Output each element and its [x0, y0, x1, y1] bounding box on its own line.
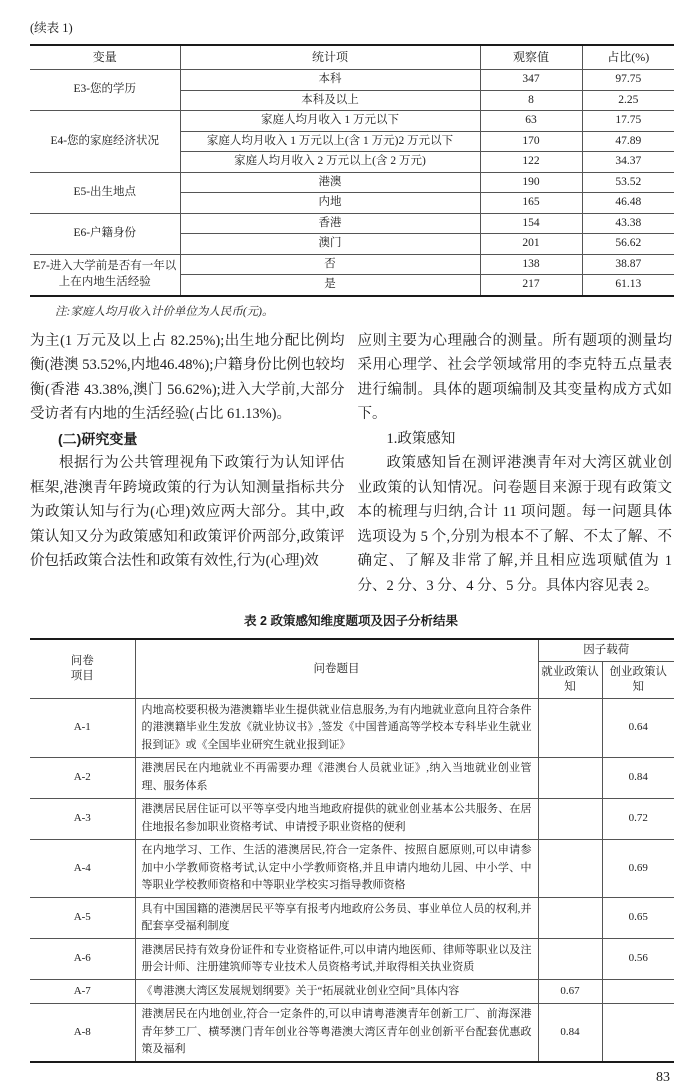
table2-question-cell: 港澳居民持有效身份证件和专业资格证件,可以申请内地医师、律师等职业以及注册会计师、注册建筑师等专业技术人员资格考试,并取得相关执业资质: [135, 939, 538, 980]
table1-percent-cell: 56.62: [582, 234, 674, 255]
table1-variable-cell: E3-您的学历: [30, 70, 180, 111]
table2-entrepreneurship-loading-cell: 0.56: [602, 939, 674, 980]
body-text: [30, 329, 672, 599]
table2-row: [30, 839, 674, 898]
table2-question-cell: 港澳居民居住证可以平等享受内地当地政府提供的就业创业基本公共服务、在居住地报名参加职业资格考试、申请授予职业资格的便利: [135, 798, 538, 839]
table2-employment-loading-cell: [538, 939, 602, 980]
table1-stat-item-cell: 内地: [180, 193, 480, 214]
table2-entrepreneurship-loading-cell: 0.69: [602, 839, 674, 898]
table1-header-percent: 占比(%): [582, 45, 674, 70]
table1-observed-cell: 217: [480, 275, 582, 296]
table2-item-id-cell: A-7: [30, 980, 135, 1004]
table1-observed-cell: 138: [480, 254, 582, 275]
table2-question-cell: 《粤港澳大湾区发展规划纲要》关于“拓展就业创业空间”具体内容: [135, 980, 538, 1004]
table1-percent-cell: 61.13: [582, 275, 674, 296]
table1-percent-cell: 97.75: [582, 70, 674, 91]
table1-percent-cell: 47.89: [582, 131, 674, 152]
table2-question-cell: 具有中国国籍的港澳居民平等享有报考内地政府公务员、事业单位人员的权利,并配套享受福利制度: [135, 898, 538, 939]
table2-row: [30, 898, 674, 939]
paragraph: 为主(1 万元及以上占 82.25%);出生地分配比例均衡(港澳 53.52%,内地46.48%);户籍身份比例也较均衡(香港 43.38%,澳门 56.62%);进入大学前,大部分受访者有内地的生活经验(占比 61.13%)。: [30, 332, 345, 422]
page-number: 83: [656, 1070, 670, 1085]
table2-row: [30, 980, 674, 1004]
table2-header-employment-policy: 就业政策认知: [538, 662, 602, 699]
table2-row: [30, 798, 674, 839]
table1-observed-cell: 8: [480, 90, 582, 111]
table2-row: [30, 939, 674, 980]
table2-row: [30, 699, 674, 758]
table1-percent-cell: 2.25: [582, 90, 674, 111]
table2-question-cell: 在内地学习、工作、生活的港澳居民,符合一定条件、按照自愿原则,可以申请参加中小学教师资格考试,认定中小学教师资格,并且申请内地幼儿园、中小学、中等职业学校教师资格和中等职业学校实习指导教师资格: [135, 839, 538, 898]
table2-item-id-cell: A-4: [30, 839, 135, 898]
table1-stat-item-cell: 港澳: [180, 172, 480, 193]
body-column-right: [358, 329, 673, 599]
table2-item-id-cell: A-8: [30, 1003, 135, 1062]
table2-item-id-cell: A-5: [30, 898, 135, 939]
table2-employment-loading-cell: [538, 839, 602, 898]
table1-row: [30, 70, 674, 91]
table1-percent-cell: 34.37: [582, 152, 674, 173]
table1-observed-cell: 154: [480, 213, 582, 234]
table2-header-question: 问卷题目: [135, 639, 538, 699]
table2: [30, 638, 674, 1063]
section-heading: (二)研究变量: [58, 430, 138, 447]
paragraph: 政策感知旨在测评港澳青年对大湾区就业创业政策的认知情况。问卷题目来源于现有政策文本的梳理与归纳,合计 11 项问题。每一问题具体选项设为 5 个,分别为根本不了解、不太了解、不确定、了解及非常了解,并且相应选项赋值为 1 分、2 分、3 分、4 分、5 分。具体内容见表 2。: [357, 455, 672, 594]
table2-body: [30, 699, 674, 1063]
table2-item-id-cell: A-1: [30, 699, 135, 758]
table1-observed-cell: 190: [480, 172, 582, 193]
table1-percent-cell: 43.38: [582, 213, 674, 234]
table1-variable-cell: E6-户籍身份: [30, 213, 180, 254]
table1-header-stat-item: 统计项: [180, 45, 480, 70]
table1-percent-cell: 17.75: [582, 111, 674, 132]
table1-stat-item-cell: 家庭人均月收入 1 万元以下: [180, 111, 480, 132]
body-column-left: [30, 329, 345, 599]
table1-header-variable: 变量: [30, 45, 180, 70]
table2-item-id-cell: A-3: [30, 798, 135, 839]
table1-observed-cell: 170: [480, 131, 582, 152]
table1-row: [30, 111, 674, 132]
table1-header-observed: 观察值: [480, 45, 582, 70]
table2-employment-loading-cell: [538, 699, 602, 758]
table1-row: [30, 172, 674, 193]
table1: [30, 44, 674, 297]
table1-stat-item-cell: 是: [180, 275, 480, 296]
paragraph: 应则主要为心理融合的测量。所有题项的测量均采用心理学、社会学领域常用的李克特五点量表进行编制。具体的题项编制及其变量构成方式如下。: [357, 332, 672, 422]
table2-employment-loading-cell: [538, 898, 602, 939]
table2-entrepreneurship-loading-cell: 0.72: [602, 798, 674, 839]
table1-variable-cell: E4-您的家庭经济状况: [30, 111, 180, 173]
table1-stat-item-cell: 家庭人均月收入 1 万元以上(含 1 万元)2 万元以下: [180, 131, 480, 152]
table1-stat-item-cell: 本科及以上: [180, 90, 480, 111]
table2-entrepreneurship-loading-cell: [602, 980, 674, 1004]
table2-header-factor-loading: 因子载荷: [538, 639, 674, 662]
table2-header-item: [30, 639, 135, 699]
table2-row: [30, 1003, 674, 1062]
table2-question-cell: 港澳居民在内地就业不再需要办理《港澳台人员就业证》,纳入当地就业创业管理、服务体系: [135, 757, 538, 798]
table1-row: [30, 213, 674, 234]
table1-stat-item-cell: 澳门: [180, 234, 480, 255]
table1-percent-cell: 53.52: [582, 172, 674, 193]
table2-employment-loading-cell: 0.67: [538, 980, 602, 1004]
table1-percent-cell: 38.87: [582, 254, 674, 275]
table1-stat-item-cell: 否: [180, 254, 480, 275]
table2-entrepreneurship-loading-cell: 0.84: [602, 757, 674, 798]
table1-variable-cell: E7-进入大学前是否有一年以上在内地生活经验: [30, 254, 180, 296]
table2-entrepreneurship-loading-cell: [602, 1003, 674, 1062]
table1-observed-cell: 201: [480, 234, 582, 255]
table2-question-cell: 内地高校要积极为港澳籍毕业生提供就业信息服务,为有内地就业意向且符合条件的港澳籍毕业生发放《就业协议书》,签发《中国普通高等学校本专科毕业生就业报到证》或《全国毕业研究生就业报到证》: [135, 699, 538, 758]
table1-row: [30, 254, 674, 275]
table1-percent-cell: 46.48: [582, 193, 674, 214]
table1-note: 注:家庭人均月收入计价单位为人民币(元)。: [55, 305, 274, 318]
table1-stat-item-cell: 香港: [180, 213, 480, 234]
table2-header-entrepreneurship-policy: 创业政策认知: [602, 662, 674, 699]
table2-employment-loading-cell: [538, 757, 602, 798]
table1-stat-item-cell: 家庭人均月收入 2 万元以上(含 2 万元): [180, 152, 480, 173]
table1-variable-cell: E5-出生地点: [30, 172, 180, 213]
table2-row: [30, 757, 674, 798]
table2-header: [30, 639, 674, 699]
table1-observed-cell: 122: [480, 152, 582, 173]
table2-title: 表 2 政策感知维度题项及因子分析结果: [244, 614, 458, 628]
table2-employment-loading-cell: 0.84: [538, 1003, 602, 1062]
table1-stat-item-cell: 本科: [180, 70, 480, 91]
table2-item-id-cell: A-2: [30, 757, 135, 798]
continuation-label: (续表 1): [30, 21, 73, 35]
table2-question-cell: 港澳居民在内地创业,符合一定条件的,可以申请粤港澳青年创新工厂、前海深港青年梦工厂、横琴澳门青年创业谷等粤港澳大湾区青年创业创新平台配套优惠政策及福利: [135, 1003, 538, 1062]
table2-header-item-line2: 项目: [70, 670, 94, 682]
table1-observed-cell: 63: [480, 111, 582, 132]
subsection-heading: 1.政策感知: [386, 430, 456, 447]
table1-body: [30, 70, 674, 296]
table2-header-item-line1: 问卷: [70, 655, 94, 667]
table2-entrepreneurship-loading-cell: 0.65: [602, 898, 674, 939]
table1-observed-cell: 347: [480, 70, 582, 91]
table2-employment-loading-cell: [538, 798, 602, 839]
table1-header: [30, 45, 674, 70]
table1-observed-cell: 165: [480, 193, 582, 214]
table2-item-id-cell: A-6: [30, 939, 135, 980]
table2-entrepreneurship-loading-cell: 0.64: [602, 699, 674, 758]
paragraph: 根据行为公共管理视角下政策行为认知评估框架,港澳青年跨境政策的行为认知测量指标共分为政策认知与行为(心理)效应两大部分。其中,政策认知又分为政策感知和政策评价两部分,政策评价包括政策合法性和政策有效性,行为(心理)效: [30, 455, 345, 569]
